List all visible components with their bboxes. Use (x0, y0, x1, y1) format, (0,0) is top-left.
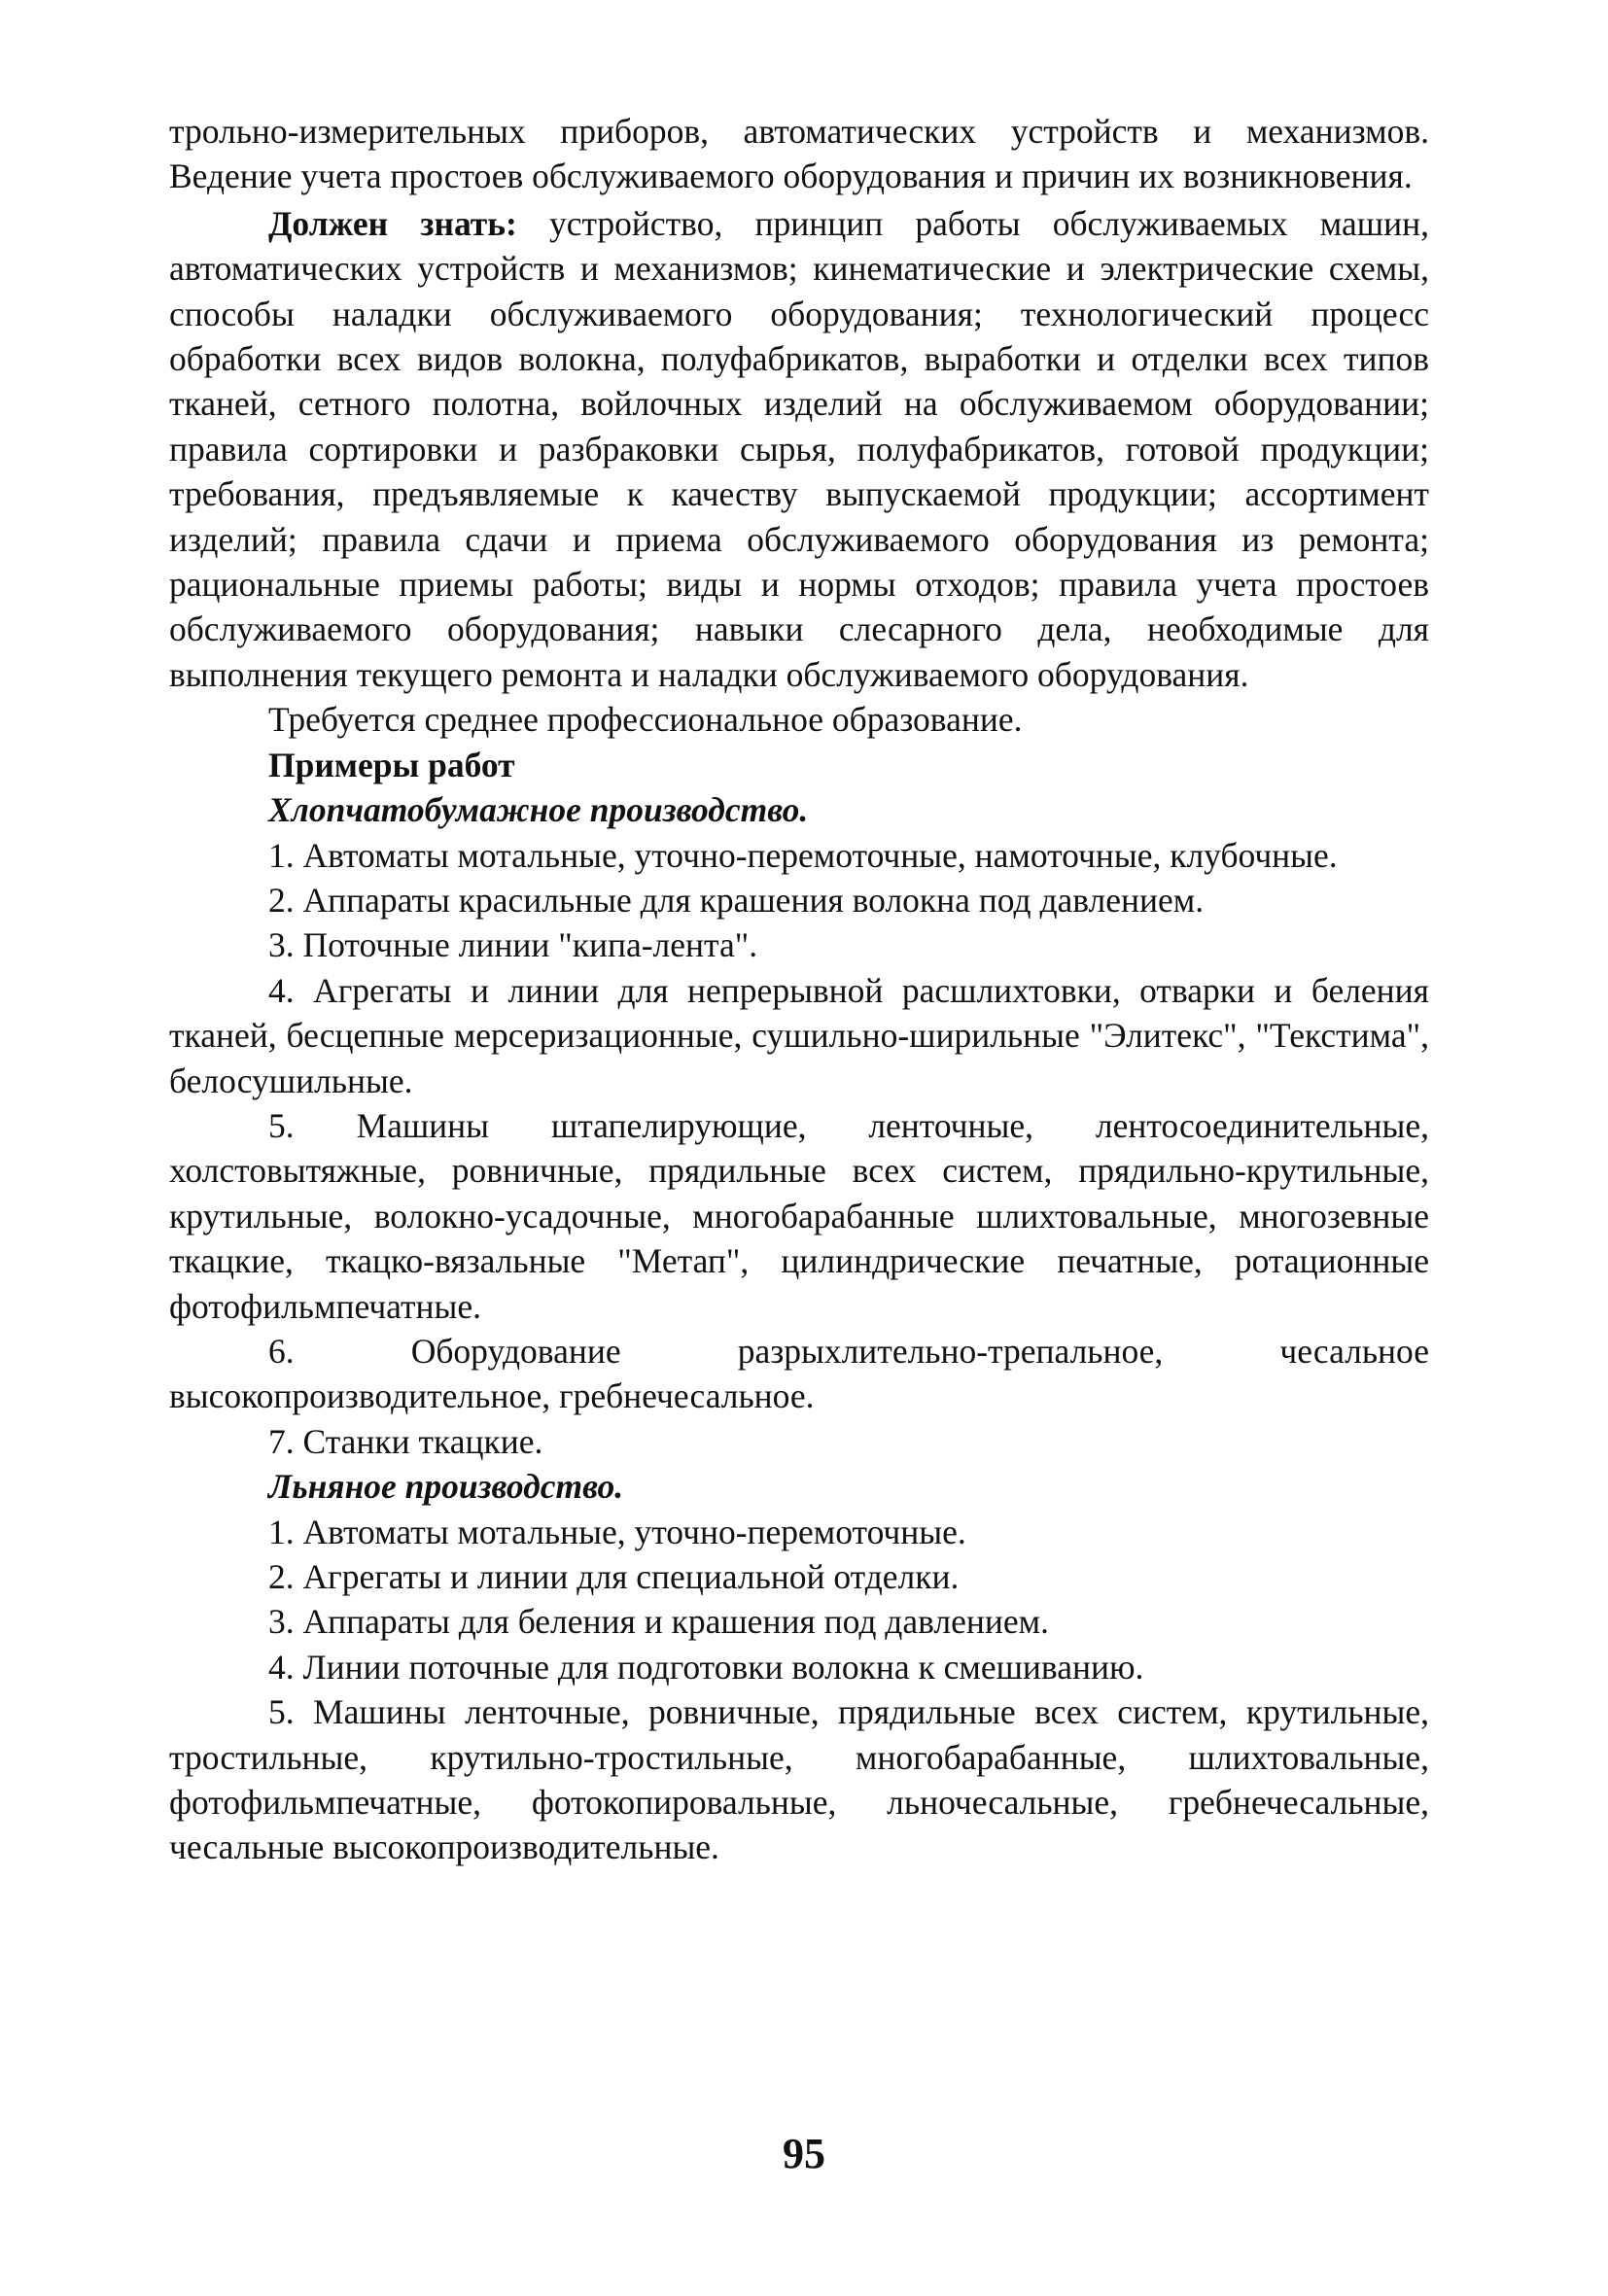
must-know-text: устройство, принцип работы обслуживаемых машин, автоматических устройств и механизмов; кинематические и электрические схемы, способы наладки обслуживаемого оборудования; технологический процесс обработки всех видов волокна, полуфабрикатов, выработки и отделки всех типов тканей, сетного полотна, войлочных изделий на обслуживаемом оборудовании; правила сортировки и разбраковки сырья, полуфабрикатов, готовой продукции; требования, предъявляемые к качеству выпускаемой продукции; ассортимент изделий; правила сдачи и приема обслуживаемого оборудования из ремонта; рациональные приемы работы; виды и нормы отходов; правила учета простоев обслуживаемого оборудования; навыки слесарного дела, необходимые для выполнения текущего ремонта и наладки обслуживаемого оборудования. (169, 203, 1429, 694)
section-title-cotton: Хлопчатобумажное производство. (268, 790, 809, 830)
list-item: 3. Аппараты для беления и крашения под давлением. (268, 1602, 1049, 1642)
list-item: 2. Агрегаты и линии для специальной отделки. (268, 1557, 960, 1596)
list-item: 6. Оборудование разрыхлительно-трепальное, чесальное высокопроизводительное, гребнечесальное. (169, 1331, 1429, 1416)
list-item: 7. Станки ткацкие. (268, 1421, 543, 1461)
continuation-paragraph: трольно-измерительных приборов, автоматических устройств и механизмов. Ведение учета простоев обслуживаемого оборудования и причин их возникновения. (169, 112, 1429, 196)
list-item: 4. Агрегаты и линии для непрерывной расшлихтовки, отварки и беления тканей, бесцепные мерсеризационные, сушильно-ширильные "Элитекс", "Текстима", белосушильные. (169, 970, 1429, 1100)
list-item: 5. Машины ленточные, ровничные, прядильные всех систем, крутильные, тростильные, крутильно-тростильные, многобарабанные, шлихтовальные, фотофильмпечатные, фотокопировальные, льночесальные, гребнечесальные, чесальные высокопроизводительные. (169, 1692, 1429, 1867)
education-paragraph: Требуется среднее профессиональное образование. (268, 700, 1023, 740)
list-item: 1. Автоматы мотальные, уточно-перемоточные. (268, 1512, 966, 1551)
must-know-paragraph (169, 201, 1429, 697)
list-item: 2. Аппараты красильные для крашения волокна под давлением. (268, 880, 1205, 920)
page-number: 95 (783, 2130, 825, 2177)
section-title-linen: Льняное производство. (268, 1467, 624, 1507)
list-item: 5. Машины штапелирующие, ленточные, лентосоединительные, холстовытяжные, ровничные, прядильные всех систем, прядильно-крутильные, крутильные, волокно-усадочные, многобарабанные шлихтовальные, многозевные ткацкие, ткацко-вязальные "Метап", цилиндрические печатные, ротационные фотофильмпечатные. (169, 1105, 1429, 1326)
must-know-label: Должен знать: (268, 203, 517, 243)
list-item: 3. Поточные линии "кипа-лента". (268, 925, 758, 965)
list-item: 4. Линии поточные для подготовки волокна к смешиванию. (268, 1647, 1144, 1687)
examples-heading: Примеры работ (268, 745, 515, 784)
list-item: 1. Автоматы мотальные, уточно-перемоточные, намоточные, клубочные. (268, 835, 1338, 875)
page-body (169, 109, 1429, 1870)
